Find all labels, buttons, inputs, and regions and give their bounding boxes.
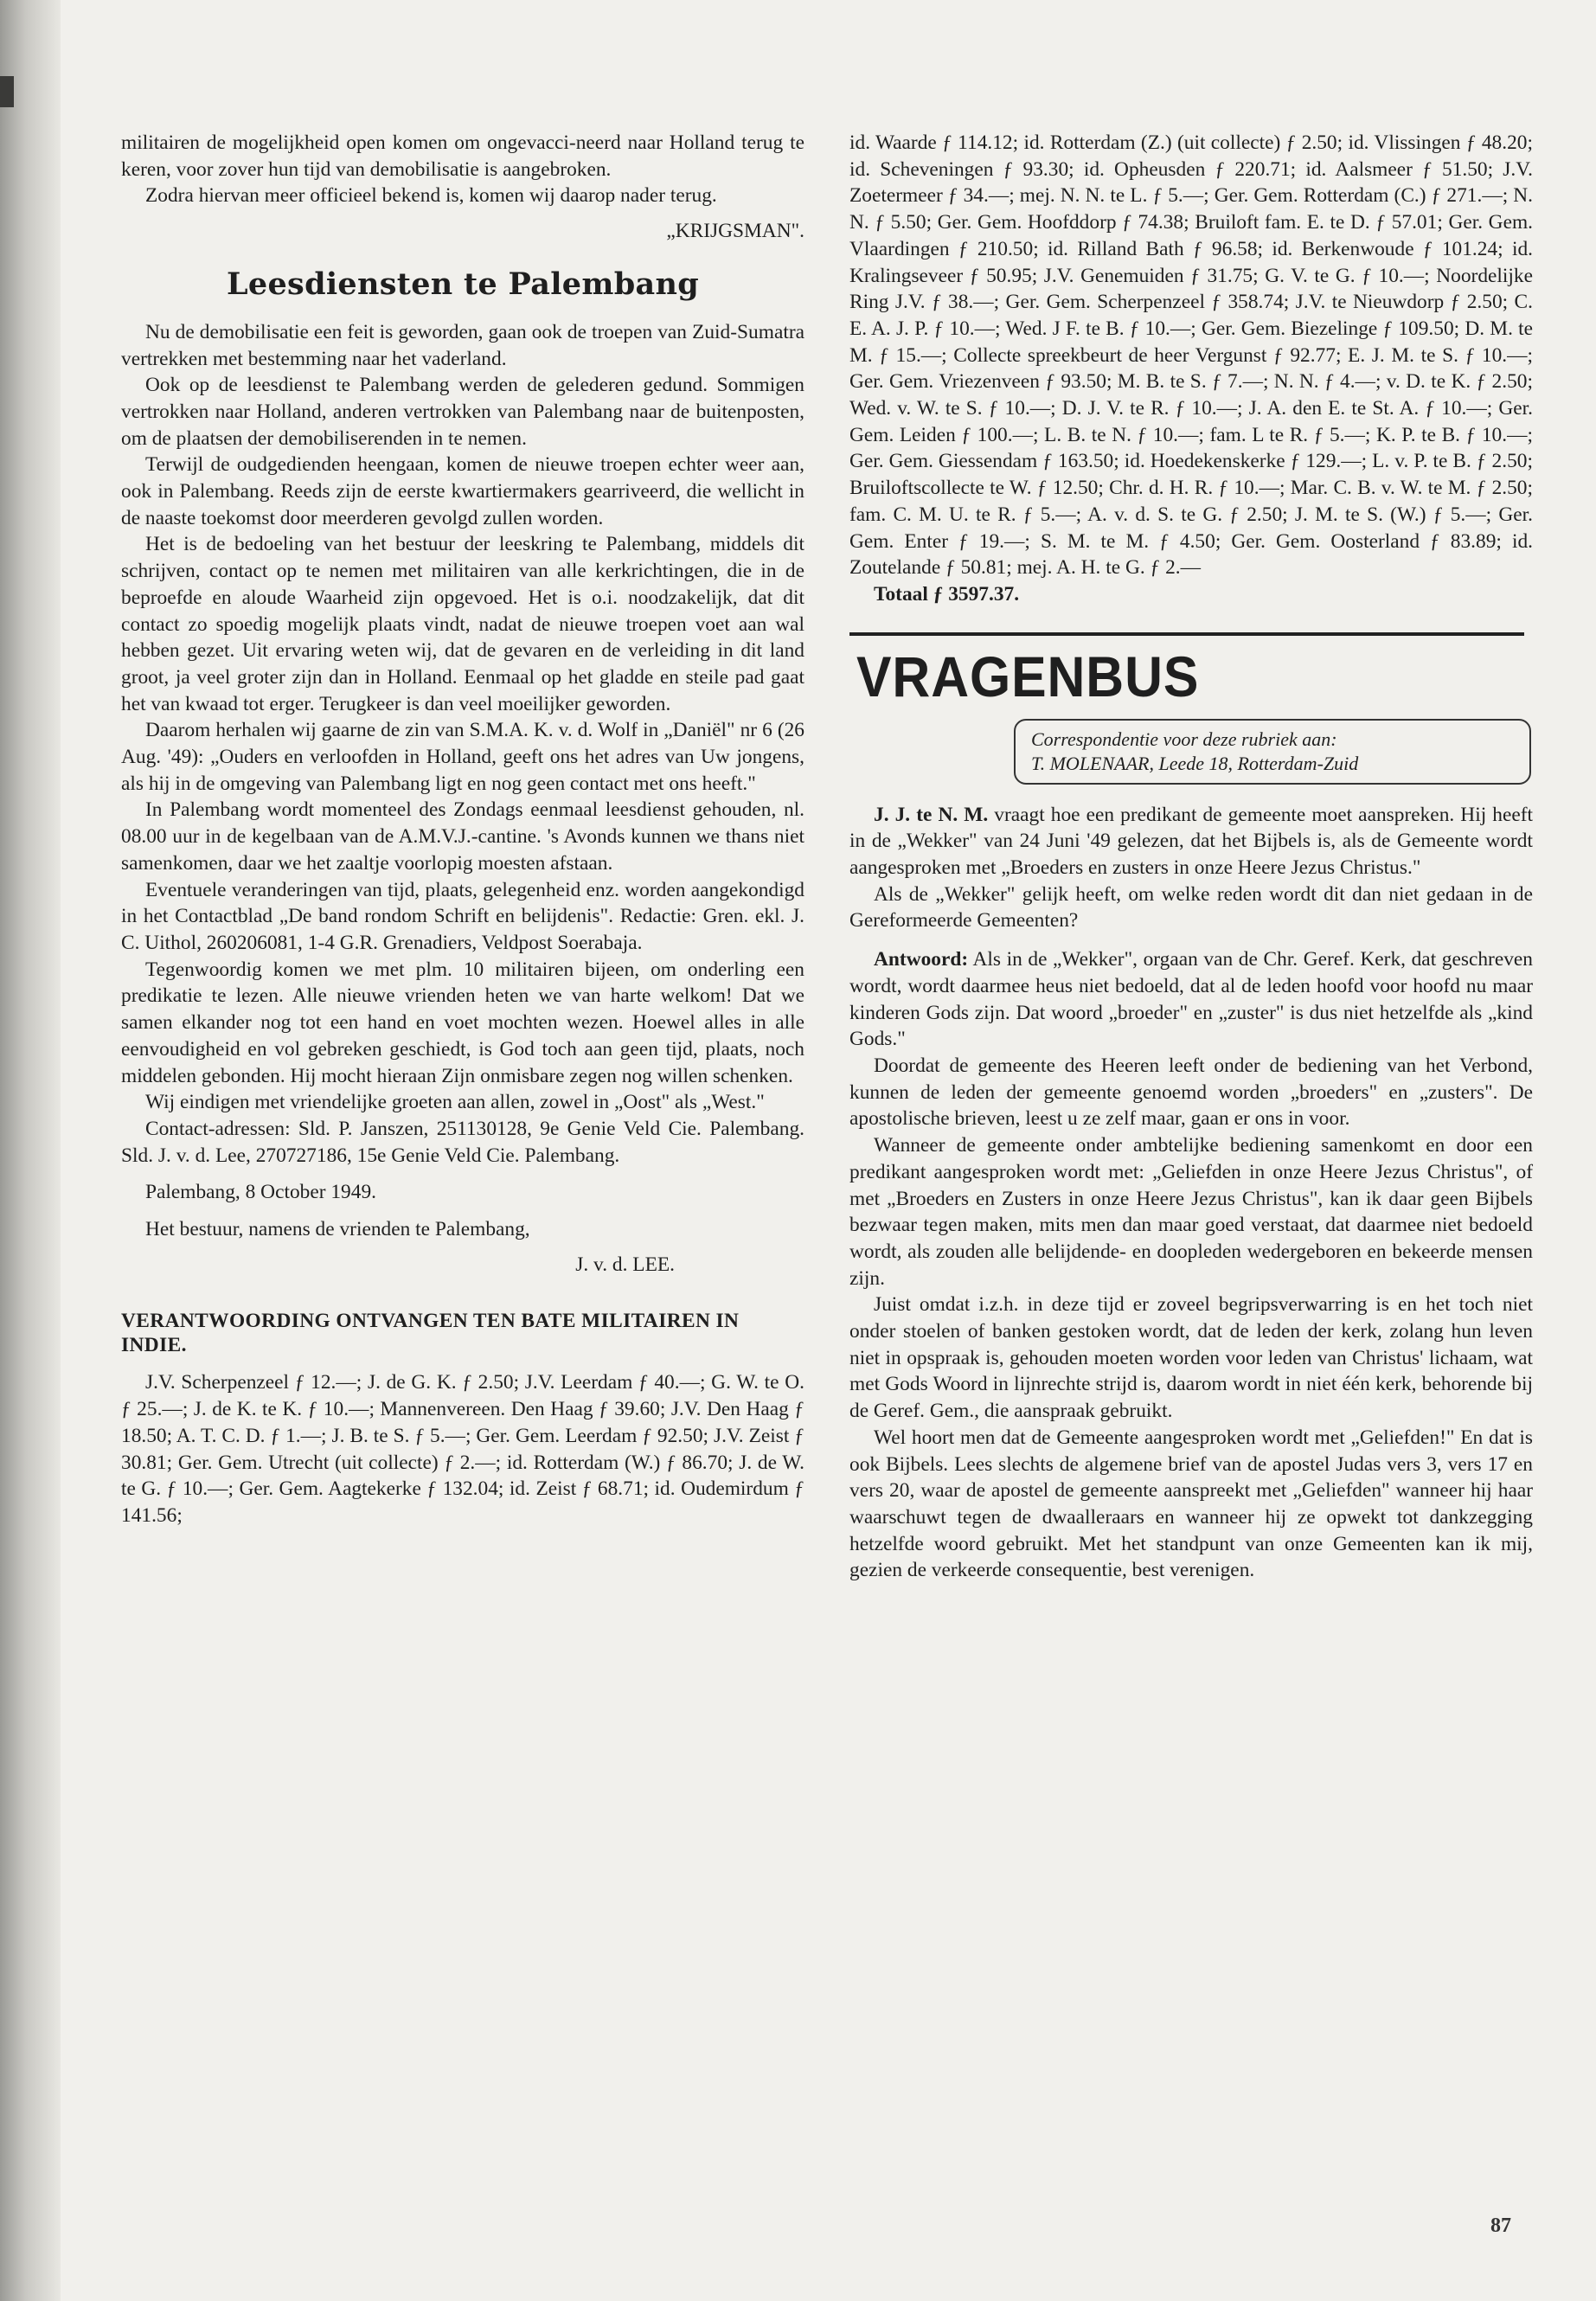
page-number: 87 <box>1490 2214 1511 2237</box>
article-paragraph: Contact-adressen: Sld. P. Janszen, 251130128, 9e Genie Veld Cie. Palembang. Sld. J. v. d. Lee, 270727186, 15e Genie Veld Cie. Palembang. <box>121 1117 804 1167</box>
section-divider <box>849 632 1524 636</box>
question-text: vraagt hoe een predikant de gemeente moet aanspreken. Hij heeft in de „Wekker" van 24 Juni '49 gelezen, dat het Bijbels is, als de Gemeente wordt aangesproken met „Broeders en zusters in onze Heere Jezus Christus." <box>849 803 1533 880</box>
vragenbus-title: VRAGENBUS <box>856 644 1200 708</box>
signature: J. v. d. LEE. <box>575 1253 675 1276</box>
question-sender: J. J. te N. M. <box>874 803 989 826</box>
intro-signature: „KRIJGSMAN". <box>666 220 804 243</box>
article-paragraph: Terwijl de oudgedienden heengaan, komen de nieuwe troepen echter weer aan, ook in Palembang. Reeds zijn de eerste kwartiermakers gearriveerd, die wellicht in de naaste toekomst door meerderen gevolgd zullen worden. <box>121 453 804 529</box>
total-amount: Totaal ƒ 3597.37. <box>874 582 1020 606</box>
article-paragraph: Ook op de leesdienst te Palembang werden de gelederen gedund. Sommigen vertrokken naar Holland, anderen vertrokken van Palembang naar de buitenposten, om de plaatsen der demobiliserenden in te nemen. <box>121 374 804 450</box>
article-paragraph: Wij eindigen met vriendelijke groeten aan allen, zowel in „Oost" als „West." <box>145 1091 765 1114</box>
correspondence-box <box>1014 719 1531 785</box>
bestuur-line: Het bestuur, namens de vrienden te Palembang, <box>145 1218 530 1241</box>
answer-paragraph: Wel hoort men dat de Gemeente aangesproken wordt met „Geliefden!" En dat is ook Bijbels. Lees slechts de algemene brief van de apostel Judas vers 3, vers 17 en vers 20, waar de apostel de gemeente aanspreekt met „Geliefden" wanneer hij haar waarschuwt tegen de dwaalleraars en wanneer hij ze opwekt tot dankzegging hetzelfde woord gebruikt. Met het standpunt van onze Gemeenten kan ik mij, gezien de verkeerde consequentie, best verenigen. <box>849 1426 1533 1582</box>
verantwoording-list-continued: id. Waarde ƒ 114.12; id. Rotterdam (Z.) (uit collecte) ƒ 2.50; id. Vlissingen ƒ 48.20; id. Scheveningen ƒ 93.30; id. Opheusden ƒ 220.71; id. Aalsmeer ƒ 51.50; J.V. Zoetermeer ƒ 34.—; mej. N. N. te L. ƒ 5.—; Ger. Gem. Rotterdam (C.) ƒ 271.—; N. N. ƒ 5.50; Ger. Gem. Hoofddorp ƒ 74.38; Bruiloft fam. E. te D. ƒ 57.01; Ger. Gem. Vlaardingen ƒ 210.50; id. Rilland Bath ƒ 96.58; id. Berkenwoude ƒ 101.24; id. Kralingseveer ƒ 50.95; J.V. Genemuiden ƒ 31.75; G. V. te G. ƒ 10.—; Noordelijke Ring J.V. ƒ 38.—; Ger. Gem. Scherpenzeel ƒ 358.74; J.V. te Nieuwdorp ƒ 2.50; C. E. A. J. P. ƒ 10.—; Wed. J F. te B. ƒ 10.—; Ger. Gem. Biezelinge ƒ 109.50; D. M. te M. ƒ 15.—; Collecte spreekbeurt de heer Vergunst ƒ 92.77; E. J. M. te S. ƒ 10.—; Ger. Gem. Vriezenveen ƒ 93.50; M. B. te S. ƒ 7.—; N. N. ƒ 4.—; v. D. te K. ƒ 2.50; Wed. v. W. te S. ƒ 10.—; D. J. V. te R. ƒ 10.—; J. A. den E. te St. A. ƒ 10.—; Ger. Gem. Leiden ƒ 100.—; L. B. te N. ƒ 10.—; fam. L te R. ƒ 5.—; K. P. te B. ƒ 10.—; Ger. Gem. Giessendam ƒ 163.50; id. Hoedekenskerke ƒ 129.—; L. v. P. te B. ƒ 2.50; Bruiloftscollecte te W. ƒ 12.50; Chr. d. H. R. ƒ 10.—; Mar. C. B. v. W. te M. ƒ 2.50; fam. C. M. U. te R. ƒ 5.—; A. v. d. S. te G. ƒ 2.50; J. M. te S. (W.) ƒ 5.—; Ger. Gem. Enter ƒ 19.—; S. M. te M. ƒ 4.50; Ger. Gem. Oosterland ƒ 83.89; id. Zoutelande ƒ 50.81; mej. A. H. te G. ƒ 2.— <box>849 131 1533 580</box>
article-paragraph: Daarom herhalen wij gaarne de zin van S.M.A. K. v. d. Wolf in „Daniël" nr 6 (26 Aug. '49): „Ouders en verloofden in Holland, geeft ons het adres van Uw jongens, als hij in de omgeving van Palembang ligt en nog geen contact met ons heeft." <box>121 719 804 795</box>
answer-label: Antwoord: <box>874 948 969 971</box>
article-paragraph: Eventuele veranderingen van tijd, plaats, gelegenheid enz. worden aangekondigd in het Contactblad „De band rondom Schrift en belijdenis". Redactie: Gren. ekl. J. C. Uithol, 260206081, 1-4 G.R. Grenadiers, Veldpost Soerabaja. <box>121 878 804 954</box>
binding-mark <box>0 76 14 107</box>
article-paragraph: In Palembang wordt momenteel des Zondags eenmaal leesdienst gehouden, nl. 08.00 uur in de kegelbaan van de A.M.V.J.-cantine. 's Avonds kunnen we thans niet samenkomen, daar we het zaaltje voorlopig moesten afstaan. <box>121 798 804 875</box>
question-paragraph: Als de „Wekker" gelijk heeft, om welke reden wordt dit dan niet gedaan in de Gereformeerde Gemeenten? <box>849 882 1533 933</box>
article-paragraph: Nu de demobilisatie een feit is geworden, gaan ook de troepen van Zuid-Sumatra vertrekken met bestemming naar het vaderland. <box>121 320 804 370</box>
answer-paragraph: Wanneer de gemeente onder ambtelijke bediening samenkomt en door een predikant aangesproken wordt met: „Geliefden in onze Heere Jezus Christus", of met „Broeders en Zusters in onze Heere Jezus Christus", kan ik daar geen Bijbels bezwaar tegen maken, mits men dan maar goed verstaat, dat daarmee niet bedoeld wordt, als zouden alle belijdende- en doopleden wedergeboren en bekeerde mensen zijn. <box>849 1134 1533 1290</box>
article-paragraph: Het is de bedoeling van het bestuur der leeskring te Palembang, middels dit schrijven, contact op te nemen met militairen van alle kerkrichtingen, die in de beproefde en aloude Waarheid zijn opgevoed. Het is o.i. noodzakelijk, dat dit contact zo spoedig mogelijk plaats vindt, nadat de nieuwe troepen voet aan wal hebben gezet. Uit ervaring weten wij, dat de gevaren en de verleiding in dit land groot, ja veel groter zijn dan in Holland. Eenmaal op het gladde en steile pad gaat het van kwaad tot erger. Terugkeer is dan veel moeilijker geworden. <box>121 533 804 715</box>
answer-paragraph: Juist omdat i.z.h. in deze tijd er zoveel begripsverwarring is en het toch niet onder stoelen of banken gestoken wordt, dat de leden der kerk, zolang hun leven niet in opspraak is, gehouden moeten worden voor leden van Christus' lichaam, wat met Gods Woord in lijnrechte strijd is, daarom wordt in niet één kerk, behorende bij de Geref. Gem., die aanspraak gebruikt. <box>849 1293 1533 1423</box>
correspondence-label: Correspondentie voor deze rubriek aan: <box>1031 727 1337 750</box>
verantwoording-heading: VERANTWOORDING ONTVANGEN TEN BATE MILITAIREN IN INDIE. <box>121 1310 740 1357</box>
intro-paragraph: Zodra hiervan meer officieel bekend is, komen wij daarop nader terug. <box>145 184 717 208</box>
question-paragraph <box>849 802 1533 881</box>
answer-paragraph: Doordat de gemeente des Heeren leeft onder de bediening van het Verbond, kunnen de leden der gemeente genoemd worden „broeders" en „zusters". De apostolische brieven, leest u ze zelf maar, gaan er ons in voor. <box>849 1054 1533 1131</box>
right-column <box>849 130 1533 1584</box>
article-paragraph: Tegenwoordig komen we met plm. 10 militairen bijeen, om onderling een predikatie te lezen. Alle nieuwe vrienden heten we van harte welkom! Dat we samen elkander nog tot een hand en voet mochten wezen. Hoewel alles in alle eenvoudigheid en vol gebreken geschiedt, is God toch aan geen tijd, plaats, noch middelen gebonden. Hij mocht hieraan Zijn onmisbare zegen nog willen schenken. <box>121 958 804 1087</box>
left-column <box>121 130 804 1529</box>
verantwoording-list: J.V. Scherpenzeel ƒ 12.—; J. de G. K. ƒ 2.50; J.V. Leerdam ƒ 40.—; G. W. te O. ƒ 25.—; J. de K. te K. ƒ 10.—; Mannenvereen. Den Haag ƒ 39.60; J.V. Den Haag ƒ 18.50; A. T. C. D. ƒ 1.—; J. B. te S. ƒ 5.—; Ger. Gem. Leerdam ƒ 92.50; J.V. Zeist ƒ 30.81; Ger. Gem. Utrecht (uit collecte) ƒ 2.—; id. Rotterdam (W.) ƒ 86.70; J. de W. te G. ƒ 10.—; Ger. Gem. Aagtekerke ƒ 132.04; id. Zeist ƒ 68.71; id. Oudemirdum ƒ 141.56; <box>121 1371 804 1527</box>
intro-paragraph: militairen de mogelijkheid open komen om ongevacci-neerd naar Holland terug te keren, voor zover hun tijd van demobilisatie is aangebroken. <box>121 131 804 181</box>
article-heading-leesdiensten: Leesdiensten te Palembang <box>227 266 699 302</box>
answer-text: Als in de „Wekker", orgaan van de Chr. Geref. Kerk, dat geschreven wordt, wordt daarmee heus niet bedoeld, dat al de leden hoofd voor hoofd nu maar kinderen Gods zijn. Dat woord „broeder" en „zuster" is dus niet hetzelfde als „kind Gods." <box>849 948 1533 1051</box>
correspondence-address: T. MOLENAAR, Leede 18, Rotterdam-Zuid <box>1031 752 1359 774</box>
page-binding-edge <box>0 0 61 2301</box>
answer-paragraph <box>849 946 1533 1053</box>
dateline: Palembang, 8 October 1949. <box>145 1181 376 1204</box>
